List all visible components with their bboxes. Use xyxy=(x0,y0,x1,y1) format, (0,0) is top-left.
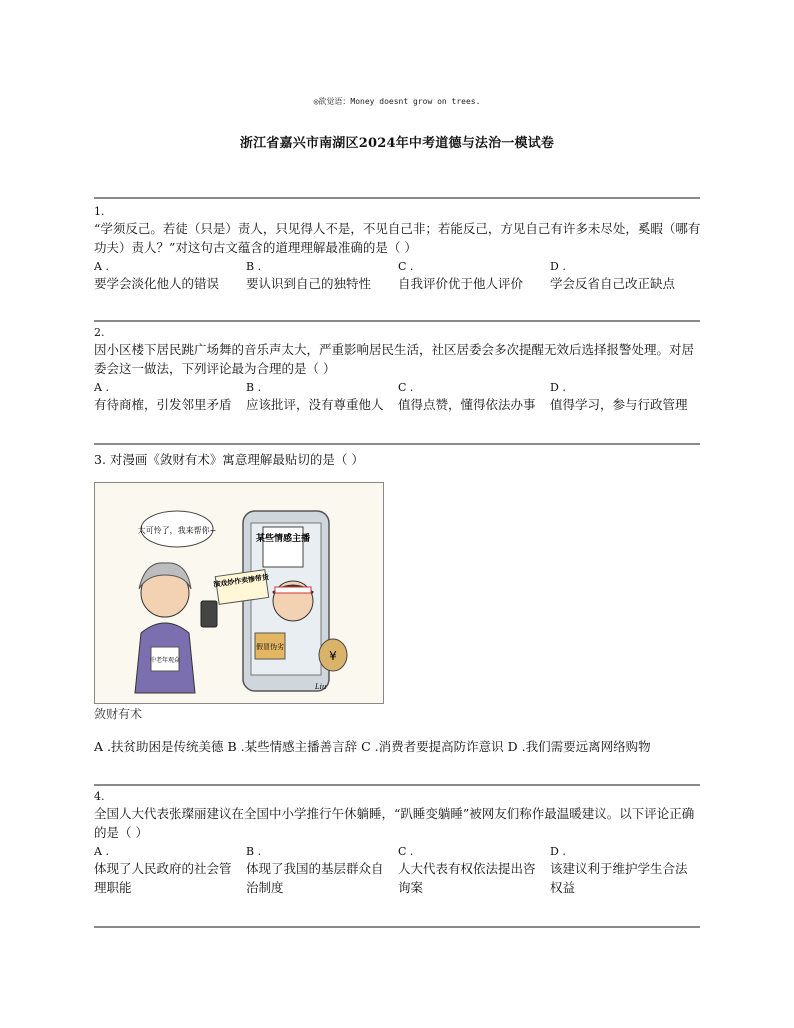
options xyxy=(94,260,706,293)
option-letter: B . xyxy=(246,260,262,273)
option-text: 该建议利于维护学生合法权益 xyxy=(550,861,688,895)
option-text: 要学会淡化他人的错误 xyxy=(94,276,220,291)
question-number: 3. xyxy=(94,452,106,467)
option-text: 消费者要提高防诈意识 xyxy=(378,739,504,754)
image-caption: 敛财有术 xyxy=(94,707,143,721)
screen-label-line1: 某些情感主播 xyxy=(255,534,311,544)
option-text: 要认识到自己的独特性 xyxy=(246,276,372,291)
option-letter: C . xyxy=(398,381,414,394)
cartoon-image xyxy=(94,482,384,704)
option-text: 扶贫助困是传统美德 xyxy=(110,739,224,754)
option-b[interactable] xyxy=(246,260,398,293)
option-b[interactable] xyxy=(246,381,398,414)
option-letter: A . xyxy=(94,739,111,754)
question-2 xyxy=(94,326,706,414)
option-text: 学会反省自己改正缺点 xyxy=(550,276,676,291)
question-stem xyxy=(94,450,706,469)
option-c[interactable] xyxy=(361,739,504,754)
money-symbol: ¥ xyxy=(329,649,337,663)
option-text: 体现了人民政府的社会管理职能 xyxy=(94,861,232,895)
question-stem: “学须反己。若徒（只是）责人，只见得人不是，不见自己非；若能反己，方见自己有许多未尽处，奚暇（哪有功夫）责人？”对这句古文蕴含的道理理解最准确的是（ ） xyxy=(94,221,701,255)
option-text: 应该批评，没有尊重他人 xyxy=(246,397,384,412)
option-text: 自我评价优于他人评价 xyxy=(398,276,524,291)
hand-phone-icon xyxy=(201,601,217,627)
option-letter: B . xyxy=(246,381,262,394)
option-letter: C . xyxy=(398,845,414,858)
option-a[interactable] xyxy=(94,739,224,754)
option-d[interactable] xyxy=(550,260,702,293)
option-b[interactable] xyxy=(227,739,357,754)
question-3 xyxy=(94,450,706,469)
options xyxy=(94,381,706,414)
option-letter: B . xyxy=(227,739,245,754)
option-letter: D . xyxy=(550,381,566,394)
screen-label-box xyxy=(263,527,303,567)
option-letter: C . xyxy=(398,260,414,273)
cartoon-illustration xyxy=(95,483,383,703)
banner-label: 演戏炒作卖惨带货 xyxy=(212,573,270,589)
exam-title: 浙江省嘉兴市南湖区2024年中考道德与法治一模试卷 xyxy=(239,136,555,151)
option-letter: B . xyxy=(246,845,262,858)
shirt-label: 中老年观众 xyxy=(149,657,181,664)
speech-bubble-text: 太可怜了，我来帮你~ xyxy=(137,526,217,535)
option-text: 值得学习，参与行政管理 xyxy=(550,397,688,412)
divider xyxy=(94,784,700,786)
divider xyxy=(94,197,700,199)
question-number: 1. xyxy=(94,205,105,218)
option-letter: C . xyxy=(361,739,379,754)
watermark: ◎欲觉语：Money doesnt grow on trees. xyxy=(313,97,481,106)
question-number: 2. xyxy=(94,326,105,339)
option-text: 我们需要远离网络购物 xyxy=(525,739,651,754)
option-letter: D . xyxy=(550,845,566,858)
option-letter: A . xyxy=(94,260,109,273)
question-4 xyxy=(94,790,706,897)
option-text: 体现了我国的基层群众自治制度 xyxy=(246,861,384,895)
option-b[interactable] xyxy=(246,845,398,897)
divider xyxy=(94,443,700,445)
options xyxy=(94,845,706,897)
option-d[interactable] xyxy=(550,845,702,897)
artist-signature: Liu xyxy=(315,683,327,691)
option-text: 有待商榷，引发邻里矛盾 xyxy=(94,397,232,412)
divider xyxy=(94,320,700,322)
question-number: 4. xyxy=(94,790,105,803)
option-letter: D . xyxy=(550,260,566,273)
streamer-bandage xyxy=(275,587,311,593)
option-a[interactable] xyxy=(94,381,246,414)
question-stem: 全国人大代表张璨丽建议在全国中小学推行午休躺睡，“趴睡变躺睡”被网友们称作最温暖建议。以下评论正确的是（ ） xyxy=(94,806,695,840)
divider xyxy=(94,926,700,928)
box-label: 假冒伪劣 xyxy=(256,643,284,651)
question-1 xyxy=(94,205,706,293)
option-a[interactable] xyxy=(94,260,246,293)
option-text: 某些情感主播善言辞 xyxy=(244,739,358,754)
question-stem: 因小区楼下居民跳广场舞的音乐声太大，严重影响居民生活，社区居委会多次提醒无效后选择报警处理。对居委会这一做法，下列评论最为合理的是（ ） xyxy=(94,342,695,376)
option-text: 人大代表有权依法提出咨询案 xyxy=(398,861,536,895)
option-letter: A . xyxy=(94,845,109,858)
option-text: 值得点赞，懂得依法办事 xyxy=(398,397,536,412)
option-d[interactable] xyxy=(550,381,702,414)
option-letter: D . xyxy=(507,739,526,754)
question-3-options xyxy=(94,737,706,756)
option-c[interactable] xyxy=(398,845,550,897)
option-d[interactable] xyxy=(508,739,651,754)
option-letter: A . xyxy=(94,381,109,394)
option-a[interactable] xyxy=(94,845,246,897)
question-stem-text: 对漫画《敛财有术》寓意理解最贴切的是（ ） xyxy=(109,452,364,467)
option-c[interactable] xyxy=(398,381,550,414)
option-c[interactable] xyxy=(398,260,550,293)
